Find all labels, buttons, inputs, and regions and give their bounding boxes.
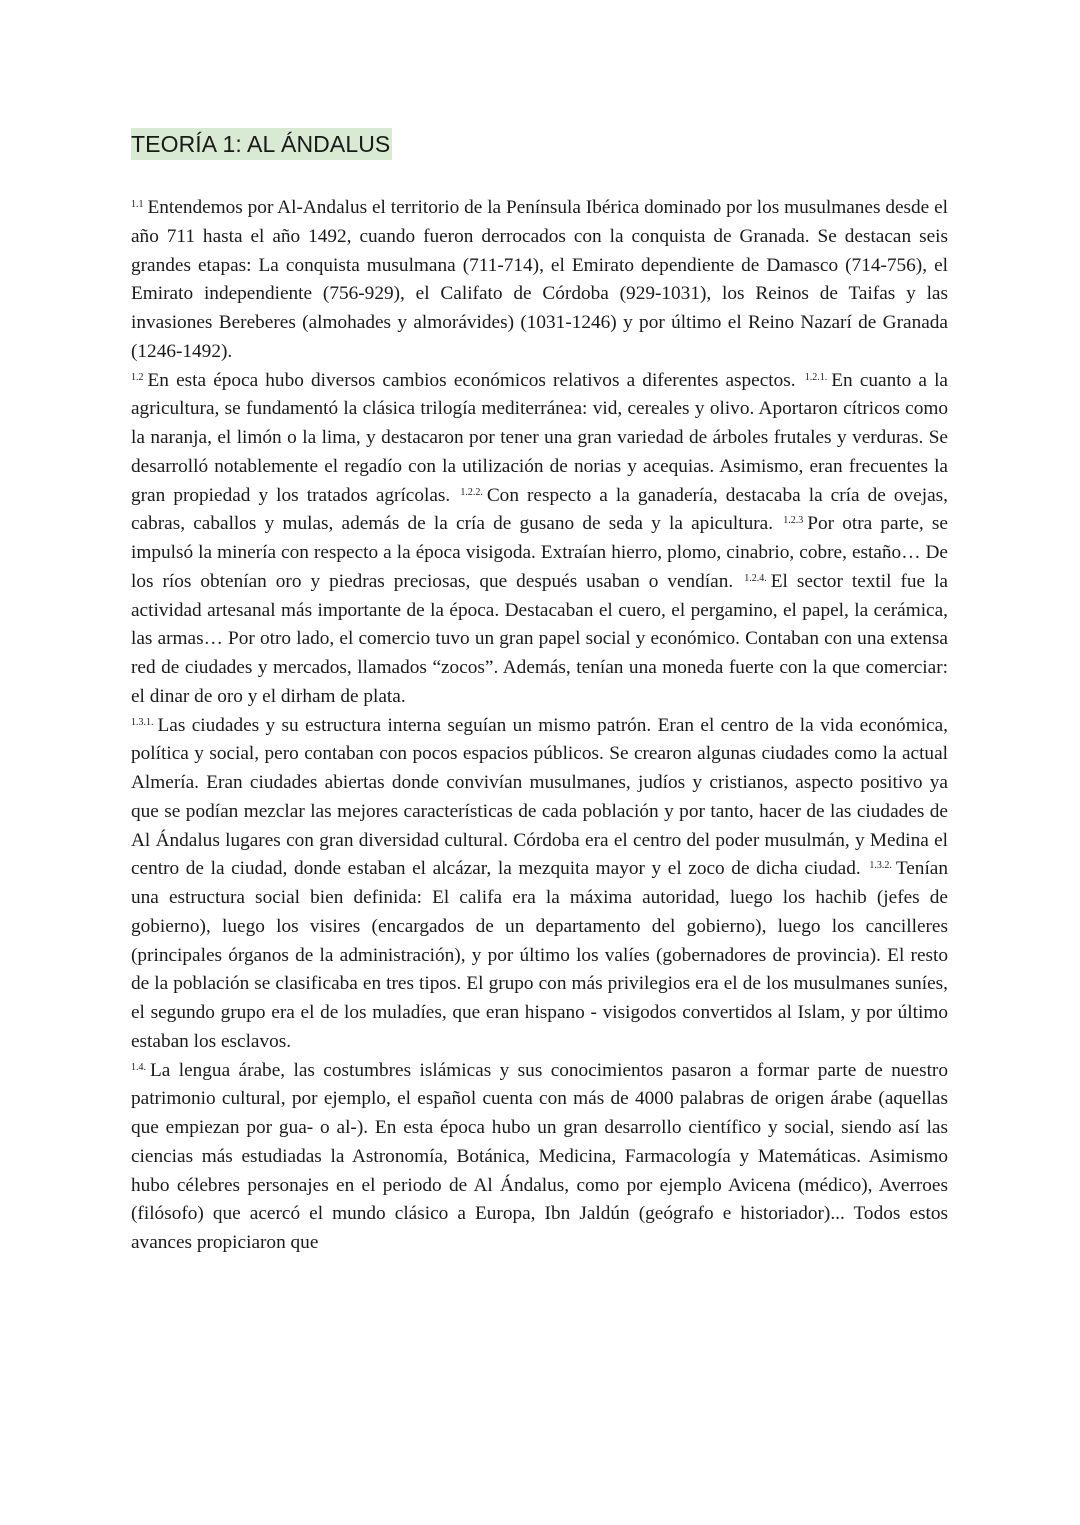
section-ref: 1.4.: [131, 1061, 146, 1073]
section-ref: 1.1: [131, 199, 144, 210]
section-ref: 1.2.4.: [744, 572, 767, 584]
paragraph-text: La lengua árabe, las costumbres islámicas y sus conocimientos pasaron a formar parte de nuestro patrimonio cultural, por ejemplo, el español cuenta con más de 4000 palabras de origen árabe (aquellas que empiezan por gua- o al-). En esta época hubo un gran desarrollo científico y social, siendo así las ciencias más estudiadas la Astronomía, Botánica, Medicina, Farmacología y Matemáticas. Asimismo hubo célebres personajes en el periodo de Al Ándalus, como por ejemplo Avicena (médico), Averroes (filósofo) que acercó el mundo clásico a Europa, Ibn Jaldún (geógrafo e historiador)... Todos estos avances propiciaron que: [131, 1059, 948, 1253]
paragraph-text: En esta época hubo diversos cambios económicos relativos a diferentes aspectos.: [147, 369, 796, 391]
paragraph-text: Con respecto a la ganadería, destacaba la cría de ovejas, cabras, caballos y mulas, además de la cría de gusano de seda y la apicultura.: [131, 484, 948, 535]
section-ref: 1.2.3: [783, 515, 804, 527]
document-page: [131, 128, 948, 1258]
paragraph-text: Las ciudades y su estructura interna seguían un mismo patrón. Eran el centro de la vida económica, política y social, pero contaban con pocos espacios públicos. Se crearon algunas ciudades como la actual Almería. Eran ciudades abiertas donde convivían musulmanes, judíos y cristianos, aspecto positivo ya que se podían mezclar las mejores características de cada población y por tanto, hacer de las ciudades de Al Ándalus lugares con gran diversidad cultural. Córdoba era el centro del poder musulmán, y Medina el centro de la ciudad, donde estaban el alcázar, la mezquita mayor y el zoco de dicha ciudad.: [131, 714, 948, 880]
paragraph-text: En cuanto a la agricultura, se fundamentó la clásica trilogía mediterránea: vid, cereales y olivo. Aportaron cítricos como la naranja, el limón o la lima, y destacaron por tener una gran variedad de árboles frutales y verduras. Se desarrolló notablemente el regadío con la utilización de norias y acequias. Asimismo, eran frecuentes la gran propiedad y los tratados agrícolas.: [131, 369, 948, 506]
document-title: TEORÍA 1: AL ÁNDALUS: [131, 128, 392, 160]
section-ref: 1.2.2.: [460, 486, 483, 498]
section-ref: 1.3.2.: [869, 860, 892, 872]
paragraph-text: El sector textil fue la actividad artesanal más importante de la época. Destacaban el cuero, el pergamino, el papel, la cerámica, las armas… Por otro lado, el comercio tuvo un gran papel social y económico. Contaban con una extensa red de ciudades y mercados, llamados “zocos”. Además, tenían una moneda fuerte con la que comerciar: el dinar de oro y el dirham de plata.: [131, 570, 948, 707]
paragraph-1-1: [131, 194, 948, 367]
paragraph-1-2: [131, 367, 948, 712]
paragraph-1-4: [131, 1057, 948, 1258]
section-ref: 1.3.1.: [131, 716, 154, 728]
paragraph-text: Por otra parte, se impulsó la minería con respecto a la época visigoda. Extraían hierro, plomo, cinabrio, cobre, estaño… De los ríos obtenían oro y piedras preciosas, que después usaban o vendían.: [131, 513, 948, 592]
paragraph-1-3: [131, 712, 948, 1057]
section-ref: 1.2.1.: [804, 371, 828, 383]
paragraph-text: Tenían una estructura social bien definida: El califa era la máxima autoridad, luego los hachib (jefes de gobierno), luego los visires (encargados de un departamento del gobierno), luego los cancilleres (principales órganos de la administración), y por último los valíes (gobernadores de provincia). El resto de la población se clasificaba en tres tipos. El grupo con más privilegios era el de los musulmanes suníes, el segundo grupo era el de los muladíes, que eran hispano - visigodos convertidos al Islam, y por último estaban los esclavos.: [131, 858, 948, 1052]
section-ref: 1.2: [131, 371, 144, 383]
paragraph-text: Entendemos por Al-Andalus el territorio de la Península Ibérica dominado por los musulmanes desde el año 711 hasta el año 1492, cuando fueron derrocados con la conquista de Granada. Se destacan seis grandes etapas: La conquista musulmana (711-714), el Emirato dependiente de Damasco (714-756), el Emirato independiente (756-929), el Califato de Córdoba (929-1031), los Reinos de Taifas y las invasiones Bereberes (almohades y almorávides) (1031-1246) y por último el Reino Nazarí de Granada (1246-1492).: [131, 197, 948, 362]
